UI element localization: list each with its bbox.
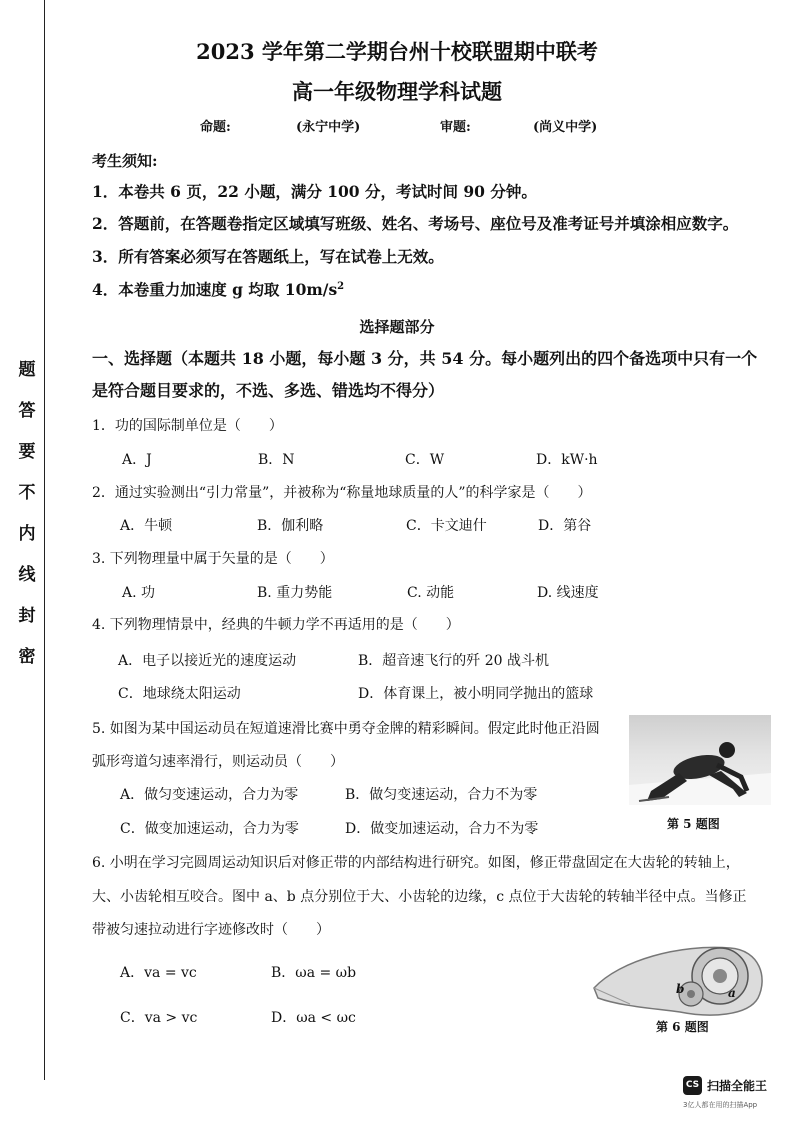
option-b: B．ωa = ωb (271, 965, 357, 981)
option-c: C．W (405, 452, 445, 468)
option-d: D．ωa < ωc (271, 1010, 356, 1026)
option-d: D. 线速度 (537, 585, 599, 601)
page-subtitle: 高一年级物理学科试题 (292, 79, 502, 104)
question-stem: 2．通过实验测出“引力常量”，并被称为“称量地球质量的人”的科学家是（ ） (92, 485, 592, 501)
notice-item-text: 4．本卷重力加速度 g 均取 10m/s (92, 280, 338, 299)
seal-char: 要 (18, 442, 36, 462)
question-stem: 6. 小明在学习完圆周运动知识后对修正带的内部结构进行研究。如图，修正带盘固定在大齿轮的转轴上， (92, 855, 740, 871)
correction-tape-figure (590, 942, 770, 1020)
notice-item-4 (92, 278, 344, 300)
option-c: C．卡文迪什 (406, 518, 487, 534)
seal-line-text (14, 350, 40, 678)
question-stem: 4. 下列物理情景中，经典的牛顿力学不再适用的是（ ） (92, 617, 460, 633)
camscanner-logo: CS (683, 1076, 702, 1095)
superscript: 2 (337, 280, 345, 292)
margin-line (44, 0, 45, 1080)
option-b: B. 重力势能 (257, 585, 333, 601)
reviewer-school: (尚义中学) (533, 120, 598, 135)
option-b: B．N (258, 452, 295, 468)
seal-char: 线 (18, 565, 36, 585)
question-stem: 弧形弯道匀速率滑行，则运动员（ ） (92, 754, 344, 770)
section-title: 选择题部分 (359, 318, 435, 336)
notice-item: 1．本卷共 6 页，22 小题，满分 100 分，考试时间 90 分钟。 (92, 182, 537, 201)
page-title: 2023 学年第二学期台州十校联盟期中联考 (196, 39, 598, 64)
option-a: A．牛顿 (120, 518, 173, 534)
seal-char: 不 (18, 483, 36, 503)
author-school: (永宁中学) (296, 120, 361, 135)
option-c: C．做变加速运动，合力为零 (120, 821, 299, 837)
option-b: B．超音速飞行的歼 20 战斗机 (358, 653, 550, 669)
skater-photo (629, 715, 771, 805)
seal-char: 题 (18, 360, 36, 380)
option-d: D．kW·h (536, 452, 598, 468)
point-label-a: a (728, 986, 736, 1000)
option-a: A．va = vc (120, 965, 197, 981)
point-label-b: b (676, 982, 685, 996)
question-stem: 1．功的国际制单位是（ ） (92, 418, 283, 434)
notice-heading: 考生须知: (92, 152, 158, 170)
camscanner-name: 扫描全能王 (707, 1079, 768, 1093)
option-c: C. 动能 (407, 585, 455, 601)
figure-caption: 第 6 题图 (656, 1020, 709, 1034)
notice-item: 3．所有答案必须写在答题纸上，写在试卷上无效。 (92, 247, 444, 266)
option-a: A．电子以接近光的速度运动 (118, 653, 297, 669)
figure-caption: 第 5 题图 (667, 817, 720, 831)
seal-char: 封 (18, 606, 36, 626)
camscanner-tagline: 3亿人都在用的扫描App (683, 1101, 758, 1109)
option-d: D．做变加速运动，合力不为零 (345, 821, 539, 837)
option-d: D．第谷 (538, 518, 592, 534)
option-d: D．体育课上，被小明同学抛出的篮球 (358, 686, 594, 702)
question-stem: 5. 如图为某中国运动员在短道速滑比赛中勇夺金牌的精彩瞬间。假定此时他正沿圆 (92, 721, 600, 737)
question-stem: 带被匀速拉动进行字迹修改时（ ） (92, 922, 330, 938)
seal-char: 答 (18, 401, 36, 421)
question-stem: 3. 下列物理量中属于矢量的是（ ） (92, 551, 334, 567)
part-heading-line2: 是符合题目要求的，不选、多选、错选均不得分） (92, 381, 445, 400)
option-b: B．伽利略 (257, 518, 324, 534)
option-c: C．地球绕太阳运动 (118, 686, 241, 702)
option-a: A. 功 (122, 585, 156, 601)
option-a: A．J (122, 452, 152, 468)
option-b: B．做匀变速运动，合力不为零 (345, 787, 538, 803)
part-heading-line1: 一、选择题（本题共 18 小题，每小题 3 分，共 54 分。每小题列出的四个备选项中只有一个 (92, 349, 758, 368)
seal-char: 密 (18, 647, 36, 667)
reviewer-label: 审题: (440, 120, 471, 135)
notice-item: 2．答题前，在答题卷指定区域填写班级、姓名、考场号、座位号及准考证号并填涂相应数字。 (92, 214, 739, 233)
author-label: 命题: (200, 120, 231, 135)
question-stem: 大、小齿轮相互咬合。图中 a、b 点分别位于大、小齿轮的边缘，c 点位于大齿轮的转轴半径中点。当修正 (92, 889, 747, 905)
option-a: A．做匀变速运动，合力为零 (120, 787, 299, 803)
seal-char: 内 (18, 524, 36, 544)
option-c: C．va > vc (120, 1010, 198, 1026)
